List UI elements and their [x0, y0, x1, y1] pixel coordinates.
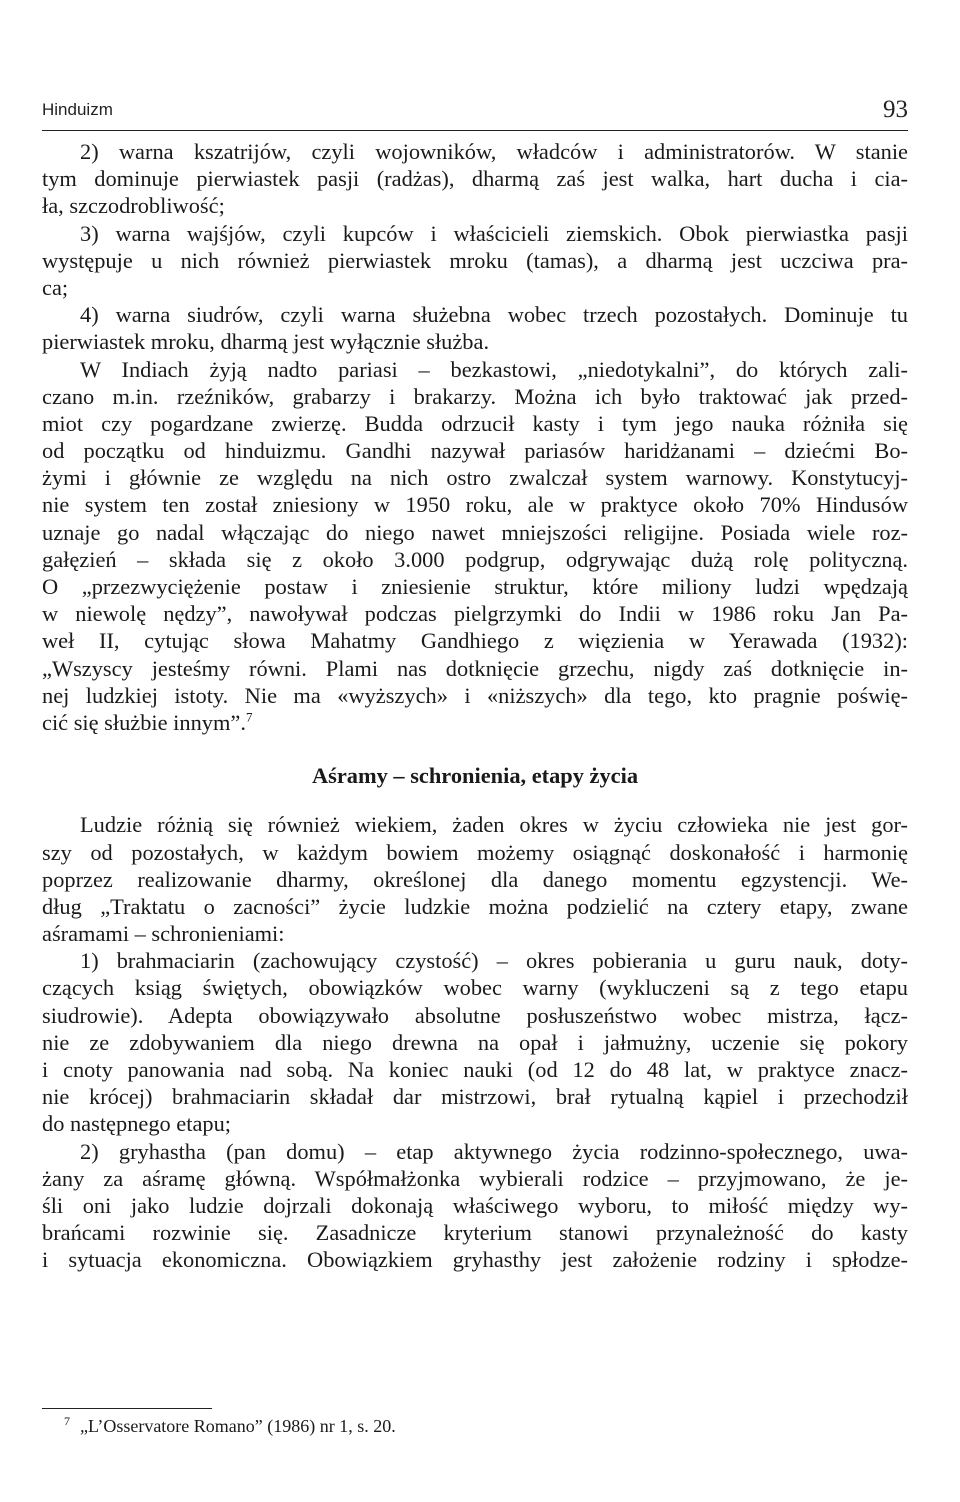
text-line-content: 2) gryhastha (pan domu) – etap aktywnego życia rodzinno-społecznego, uwa-: [80, 1138, 908, 1164]
text-line: [42, 1110, 908, 1137]
text-line: [42, 947, 908, 974]
text-line: [42, 1029, 908, 1056]
text-line: [42, 974, 908, 1001]
text-line: [42, 839, 908, 866]
text-line-content: czano m.in. rzeźników, grabarzy i brakarzy. Można ich było traktować jak przed-: [42, 383, 908, 409]
text-line: [42, 464, 908, 491]
text-line-content: szy od pozostałych, w każdym bowiem możemy osiągnąć doskonałość i harmonię: [42, 839, 908, 865]
text-line-content: ca;: [42, 274, 69, 300]
text-line-content: i sytuacja ekonomiczna. Obowiązkiem gryhasthy jest założenie rodziny i spłodze-: [42, 1247, 908, 1273]
text-line-content: aśramami – schronieniami:: [42, 921, 285, 947]
text-line: [42, 247, 908, 274]
text-line: [42, 437, 908, 464]
text-line-content: Ludzie różnią się również wiekiem, żaden okres w życiu człowieka nie jest gor-: [80, 812, 908, 838]
text-line-content: siudrowie). Adepta obowiązywało absolutne posłuszeństwo wobec mistrza, łącz-: [42, 1002, 908, 1028]
text-line: [42, 600, 908, 627]
text-line-content: miot czy pogardzane zwierzę. Budda odrzucił kasty i tym jego nauka różniła się: [42, 410, 908, 436]
text-line-content: Aśramy – schronienia, etapy życia: [311, 763, 639, 789]
text-line-content: O „przezwyciężenie postaw i zniesienie struktur, które miliony ludzi wpędzają: [42, 574, 908, 599]
text-line-content: tym dominuje pierwiastek pasji (radżas), dharmą zaś jest walka, hart ducha i cia-: [42, 166, 908, 192]
text-line: [42, 220, 908, 247]
text-line: [42, 410, 908, 437]
text-line: [42, 655, 908, 682]
text-line-content: nie ze zdobywaniem dla niego drewna na opał i jałmużny, uczenie się pokory: [42, 1029, 908, 1055]
text-line-content: „Wszyscy jesteśmy równi. Plami nas dotknięcie grzechu, nigdy zaś dotknięcie in-: [42, 655, 908, 681]
text-line-content: dług „Traktatu o zacności” życie ludzkie można podzielić na cztery etapy, zwane: [42, 893, 908, 919]
text-line-content: poprzez realizowanie dharmy, określonej dla danego momentu egzystencji. We-: [42, 866, 908, 892]
text-line: [42, 682, 908, 709]
text-line: [42, 1219, 908, 1246]
running-title: Hinduizm: [42, 100, 113, 119]
text-line-content: i cnoty panowania nad sobą. Na koniec nauki (od 12 do 48 lat, w praktyce znacz-: [42, 1057, 908, 1082]
text-line-content: 2) warna kszatrijów, czyli wojowników, władców i administratorów. W stanie: [80, 139, 908, 164]
text-line: [42, 1192, 908, 1219]
text-line-content: 3) warna wajśjów, czyli kupców i właścicieli ziemskich. Obok pierwiastka pasji: [80, 220, 908, 246]
text-line: [42, 165, 908, 192]
footnote-text: „L’Osservatore Romano” (1986) nr 1, s. 20.: [80, 1416, 396, 1436]
text-line-content: 4) warna siudrów, czyli warna służebna wobec trzech pozostałych. Dominuje tu: [80, 302, 908, 328]
text-line-content: pierwiastek mroku, dharmą jest wyłącznie służba.: [42, 329, 490, 355]
text-line-content: gałęzień – składa się z około 3.000 podgrup, odgrywając dużą rolę polityczną.: [42, 546, 908, 572]
text-line: [42, 138, 908, 165]
text-line: [42, 301, 908, 328]
text-line: [42, 1165, 908, 1192]
text-line-content: weł II, cytując słowa Mahatmy Gandhiego z więzienia w Yerawada (1932):: [42, 628, 908, 654]
text-line-content: W Indiach żyją nadto pariasi – bezkastowi, „niedotykalni”, do których zali-: [80, 356, 908, 382]
text-line: [42, 893, 908, 920]
text-line-content: w niewolę nędzy”, nawoływał podczas pielgrzymki do Indii w 1986 roku Jan Pa-: [42, 601, 908, 627]
text-line: [42, 1002, 908, 1029]
text-line-content: czących ksiąg świętych, obowiązków wobec warny (wykluczeni są z tego etapu: [42, 975, 908, 1001]
section-heading: [42, 762, 908, 789]
text-line: [42, 920, 908, 947]
footnote-rule: [42, 1408, 212, 1409]
text-line-content: do następnego etapu;: [42, 1111, 232, 1137]
text-line: [42, 546, 908, 573]
text-line: [42, 709, 908, 736]
text-line: [42, 1083, 908, 1110]
text-line: [42, 1056, 908, 1083]
text-line-content: nie system ten został zniesiony w 1950 roku, ale w praktyce około 70% Hindusów: [42, 492, 908, 518]
text-line-content: żany za aśramę główną. Współmałżonka wybierali rodzice – przyjmowano, że je-: [42, 1165, 908, 1191]
text-line-content: nej ludzkiej istoty. Nie ma «wyższych» i «niższych» dla tego, kto pragnie poświę-: [42, 682, 908, 708]
text-line-content: od początku od hinduizmu. Gandhi nazywał pariasów haridżanami – dziećmi Bo-: [42, 438, 908, 464]
text-line-content: brańcami rozwinie się. Zasadnicze kryterium stanowi przynależność do kasty: [42, 1220, 908, 1246]
text-line-content: ła, szczodrobliwość;: [42, 193, 225, 219]
footnote-reference: 7: [245, 709, 253, 725]
text-line: [42, 328, 908, 355]
text-line: [42, 356, 908, 383]
text-line-content: występuje u nich również pierwiastek mroku (tamas), a dharmą jest uczciwa pra-: [42, 247, 908, 273]
text-line: [42, 1246, 908, 1273]
text-line-content: żymi i głównie ze względu na nich ostro zwalczał system warnowy. Konstytucyj-: [42, 465, 908, 491]
text-line: [42, 1138, 908, 1165]
text-line: [42, 866, 908, 893]
text-line: [42, 811, 908, 838]
text-line: [42, 192, 908, 219]
text-line: [42, 573, 908, 600]
footnote-marker: 7: [64, 1414, 70, 1428]
text-line: [42, 627, 908, 654]
page-header: [42, 96, 908, 131]
text-line-content: śli oni jako ludzie dojrzali dokonają właściwego wyboru, to miłość między wy-: [42, 1192, 908, 1218]
text-line: [42, 383, 908, 410]
text-line-content: nie krócej) brahmaciarin składał dar mistrzowi, brał rytualną kąpiel i przechodził: [42, 1084, 908, 1110]
footnote: [64, 1414, 764, 1438]
text-line: [42, 491, 908, 518]
text-line-content: uznaje go nadal włączając do niego nawet mniejszości religijne. Posiada wiele roz-: [42, 519, 908, 545]
text-line: [42, 274, 908, 301]
text-line-content: cić się służbie innym”.: [42, 709, 246, 735]
text-line: [42, 519, 908, 546]
text-line-content: 1) brahmaciarin (zachowujący czystość) – okres pobierania u guru nauk, doty-: [80, 948, 908, 974]
body-text: [42, 138, 908, 1274]
page-number: 93: [883, 96, 908, 123]
